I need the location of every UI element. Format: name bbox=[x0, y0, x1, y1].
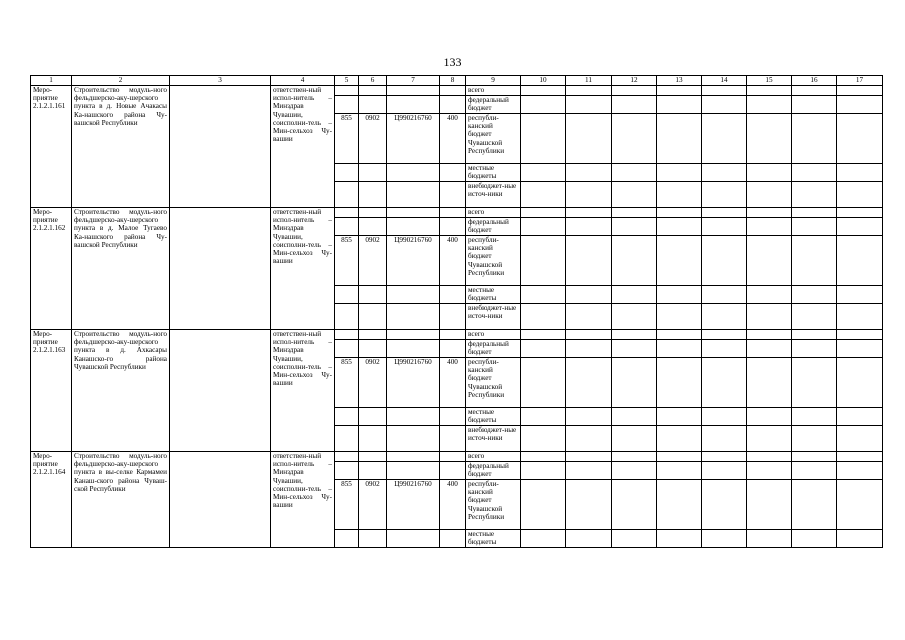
value-cell bbox=[566, 218, 612, 236]
value-cell bbox=[566, 462, 612, 480]
empty-cell bbox=[440, 218, 466, 236]
value-cell bbox=[657, 218, 702, 236]
empty-cell bbox=[440, 164, 466, 182]
empty-cell bbox=[359, 86, 387, 96]
value-cell bbox=[612, 96, 657, 114]
measure-name: Строительство модуль-ного фельдшерско-аку-шерского пункта в д. Малое Тугаево Ка-нашского района Чу-вашской Республики bbox=[72, 208, 170, 330]
empty-cell bbox=[387, 426, 440, 452]
value-cell bbox=[612, 164, 657, 182]
value-cell bbox=[566, 114, 612, 164]
empty-cell bbox=[335, 330, 359, 340]
value-cell bbox=[657, 286, 702, 304]
funding-source: федеральный бюджет bbox=[466, 96, 521, 114]
value-cell bbox=[747, 96, 792, 114]
value-cell bbox=[612, 340, 657, 358]
empty-cell bbox=[387, 452, 440, 462]
value-cell bbox=[657, 408, 702, 426]
vr-code: 400 bbox=[440, 114, 466, 164]
value-cell bbox=[521, 218, 566, 236]
empty-cell bbox=[335, 286, 359, 304]
rzpr-code: 0902 bbox=[359, 480, 387, 530]
funding-source: федеральный бюджет bbox=[466, 462, 521, 480]
value-cell bbox=[747, 530, 792, 548]
rzpr-code: 0902 bbox=[359, 236, 387, 286]
empty-cell bbox=[335, 462, 359, 480]
column-header: 10 bbox=[521, 76, 566, 86]
measure-name: Строительство модуль-ного фельдшерско-аку-шерского пункта в вы-селке Кармамеи Канаш-ского района Чуваш-ской Республики bbox=[72, 452, 170, 548]
value-cell bbox=[521, 96, 566, 114]
value-cell bbox=[521, 358, 566, 408]
value-cell bbox=[792, 114, 837, 164]
funding-source: федеральный бюджет bbox=[466, 340, 521, 358]
empty-cell bbox=[359, 304, 387, 330]
empty-cell bbox=[335, 86, 359, 96]
grbs-code: 855 bbox=[335, 236, 359, 286]
value-cell bbox=[747, 340, 792, 358]
value-cell bbox=[837, 218, 883, 236]
value-cell bbox=[612, 286, 657, 304]
value-cell bbox=[792, 462, 837, 480]
value-cell bbox=[657, 114, 702, 164]
value-cell bbox=[657, 304, 702, 330]
funding-source: всего bbox=[466, 452, 521, 462]
value-cell bbox=[657, 340, 702, 358]
empty-cell bbox=[359, 340, 387, 358]
value-cell bbox=[837, 530, 883, 548]
value-cell bbox=[657, 530, 702, 548]
value-cell bbox=[702, 182, 747, 208]
table-body bbox=[31, 76, 883, 548]
column-header: 8 bbox=[440, 76, 466, 86]
value-cell bbox=[612, 236, 657, 286]
funding-source: республи-канский бюджет Чувашской Республики bbox=[466, 480, 521, 530]
csr-code: Ц990216760 bbox=[387, 236, 440, 286]
value-cell bbox=[702, 236, 747, 286]
value-cell bbox=[566, 164, 612, 182]
empty-cell bbox=[440, 408, 466, 426]
funding-source: всего bbox=[466, 330, 521, 340]
value-cell bbox=[702, 164, 747, 182]
funding-source: федеральный бюджет bbox=[466, 218, 521, 236]
column-header: 3 bbox=[170, 76, 271, 86]
empty-cell bbox=[359, 530, 387, 548]
value-cell bbox=[521, 236, 566, 286]
column-header: 1 bbox=[31, 76, 72, 86]
empty-cell bbox=[359, 96, 387, 114]
executor-cell: ответствен-ный испол-нитель – Минздрав Чувашии, соисполни-тель – Мин-сельхоз Чу-вашии bbox=[271, 208, 335, 330]
value-cell bbox=[747, 426, 792, 452]
value-cell bbox=[837, 462, 883, 480]
empty-cell bbox=[335, 96, 359, 114]
empty-cell bbox=[387, 182, 440, 208]
value-cell bbox=[792, 304, 837, 330]
empty-cell bbox=[335, 304, 359, 330]
value-cell bbox=[702, 330, 747, 340]
value-cell bbox=[837, 408, 883, 426]
value-cell bbox=[702, 358, 747, 408]
empty-cell bbox=[440, 208, 466, 218]
value-cell bbox=[792, 208, 837, 218]
value-cell bbox=[747, 218, 792, 236]
value-cell bbox=[612, 426, 657, 452]
value-cell bbox=[747, 208, 792, 218]
value-cell bbox=[566, 452, 612, 462]
empty-cell bbox=[335, 530, 359, 548]
value-cell bbox=[657, 164, 702, 182]
empty-cell bbox=[335, 340, 359, 358]
value-cell bbox=[837, 114, 883, 164]
value-cell bbox=[792, 408, 837, 426]
empty-cell bbox=[387, 218, 440, 236]
empty-cell bbox=[359, 330, 387, 340]
value-cell bbox=[702, 340, 747, 358]
empty-cell bbox=[335, 408, 359, 426]
value-cell bbox=[747, 358, 792, 408]
empty-cell bbox=[387, 86, 440, 96]
value-cell bbox=[837, 426, 883, 452]
value-cell bbox=[521, 426, 566, 452]
vr-code: 400 bbox=[440, 236, 466, 286]
value-cell bbox=[702, 114, 747, 164]
column-header: 11 bbox=[566, 76, 612, 86]
value-cell bbox=[612, 330, 657, 340]
funding-source: внебюджет-ные источ-ники bbox=[466, 182, 521, 208]
value-cell bbox=[566, 330, 612, 340]
empty-cell bbox=[170, 452, 271, 548]
table-row bbox=[31, 452, 883, 462]
empty-cell bbox=[387, 304, 440, 330]
value-cell bbox=[837, 340, 883, 358]
value-cell bbox=[566, 96, 612, 114]
empty-cell bbox=[387, 462, 440, 480]
value-cell bbox=[657, 208, 702, 218]
empty-cell bbox=[335, 208, 359, 218]
grbs-code: 855 bbox=[335, 480, 359, 530]
value-cell bbox=[657, 452, 702, 462]
measure-label: Меро-приятие 2.1.2.1.163 bbox=[31, 330, 72, 452]
value-cell bbox=[657, 86, 702, 96]
funding-source: местные бюджеты bbox=[466, 164, 521, 182]
value-cell bbox=[837, 208, 883, 218]
value-cell bbox=[837, 164, 883, 182]
column-header: 9 bbox=[466, 76, 521, 86]
value-cell bbox=[837, 236, 883, 286]
value-cell bbox=[612, 462, 657, 480]
value-cell bbox=[837, 358, 883, 408]
column-number-row bbox=[31, 76, 883, 86]
value-cell bbox=[747, 182, 792, 208]
funding-source: местные бюджеты bbox=[466, 408, 521, 426]
value-cell bbox=[747, 114, 792, 164]
column-header: 15 bbox=[747, 76, 792, 86]
value-cell bbox=[657, 96, 702, 114]
value-cell bbox=[612, 480, 657, 530]
rzpr-code: 0902 bbox=[359, 114, 387, 164]
value-cell bbox=[837, 286, 883, 304]
value-cell bbox=[612, 182, 657, 208]
empty-cell bbox=[440, 304, 466, 330]
value-cell bbox=[566, 480, 612, 530]
value-cell bbox=[837, 452, 883, 462]
empty-cell bbox=[335, 182, 359, 208]
empty-cell bbox=[387, 340, 440, 358]
value-cell bbox=[521, 114, 566, 164]
value-cell bbox=[837, 182, 883, 208]
value-cell bbox=[702, 96, 747, 114]
value-cell bbox=[837, 96, 883, 114]
value-cell bbox=[521, 330, 566, 340]
executor-cell: ответствен-ный испол-нитель – Минздрав Чувашии, соисполни-тель – Мин-сельхоз Чу-вашии bbox=[271, 330, 335, 452]
value-cell bbox=[792, 426, 837, 452]
column-header: 16 bbox=[792, 76, 837, 86]
empty-cell bbox=[387, 96, 440, 114]
value-cell bbox=[521, 462, 566, 480]
value-cell bbox=[612, 208, 657, 218]
funding-source: всего bbox=[466, 86, 521, 96]
value-cell bbox=[521, 286, 566, 304]
empty-cell bbox=[440, 96, 466, 114]
value-cell bbox=[566, 208, 612, 218]
empty-cell bbox=[335, 218, 359, 236]
csr-code: Ц990216760 bbox=[387, 114, 440, 164]
empty-cell bbox=[387, 530, 440, 548]
value-cell bbox=[566, 358, 612, 408]
empty-cell bbox=[440, 286, 466, 304]
empty-cell bbox=[387, 408, 440, 426]
value-cell bbox=[747, 304, 792, 330]
column-header: 4 bbox=[271, 76, 335, 86]
value-cell bbox=[657, 358, 702, 408]
vr-code: 400 bbox=[440, 480, 466, 530]
value-cell bbox=[566, 340, 612, 358]
empty-cell bbox=[359, 452, 387, 462]
empty-cell bbox=[387, 286, 440, 304]
value-cell bbox=[612, 358, 657, 408]
value-cell bbox=[792, 164, 837, 182]
funding-source: местные бюджеты bbox=[466, 530, 521, 548]
value-cell bbox=[792, 480, 837, 530]
value-cell bbox=[747, 286, 792, 304]
column-header: 13 bbox=[657, 76, 702, 86]
value-cell bbox=[566, 530, 612, 548]
column-header: 6 bbox=[359, 76, 387, 86]
funding-source: местные бюджеты bbox=[466, 286, 521, 304]
column-header: 12 bbox=[612, 76, 657, 86]
empty-cell bbox=[335, 164, 359, 182]
empty-cell bbox=[359, 182, 387, 208]
table-row bbox=[31, 330, 883, 340]
measure-label: Меро-приятие 2.1.2.1.164 bbox=[31, 452, 72, 548]
value-cell bbox=[792, 530, 837, 548]
empty-cell bbox=[359, 426, 387, 452]
column-header: 7 bbox=[387, 76, 440, 86]
column-header: 5 bbox=[335, 76, 359, 86]
column-header: 2 bbox=[72, 76, 170, 86]
value-cell bbox=[566, 182, 612, 208]
value-cell bbox=[837, 330, 883, 340]
value-cell bbox=[566, 86, 612, 96]
measure-label: Меро-приятие 2.1.2.1.162 bbox=[31, 208, 72, 330]
value-cell bbox=[657, 462, 702, 480]
value-cell bbox=[747, 236, 792, 286]
csr-code: Ц990216760 bbox=[387, 358, 440, 408]
value-cell bbox=[566, 426, 612, 452]
value-cell bbox=[792, 340, 837, 358]
value-cell bbox=[657, 182, 702, 208]
measure-label: Меро-приятие 2.1.2.1.161 bbox=[31, 86, 72, 208]
empty-cell bbox=[387, 164, 440, 182]
value-cell bbox=[657, 236, 702, 286]
value-cell bbox=[747, 480, 792, 530]
value-cell bbox=[521, 480, 566, 530]
column-header: 14 bbox=[702, 76, 747, 86]
measure-name: Строительство модуль-ного фельдшерско-аку-шерского пункта в д. Ахкасары Канашско-го района Чувашской Республики bbox=[72, 330, 170, 452]
value-cell bbox=[612, 530, 657, 548]
funding-source: всего bbox=[466, 208, 521, 218]
empty-cell bbox=[335, 426, 359, 452]
executor-cell: ответствен-ный испол-нитель – Минздрав Чувашии, соисполни-тель – Мин-сельхоз Чу-вашии bbox=[271, 86, 335, 208]
value-cell bbox=[792, 218, 837, 236]
value-cell bbox=[521, 182, 566, 208]
funding-source: республи-канский бюджет Чувашской Республики bbox=[466, 358, 521, 408]
value-cell bbox=[702, 218, 747, 236]
value-cell bbox=[792, 96, 837, 114]
value-cell bbox=[612, 114, 657, 164]
value-cell bbox=[566, 236, 612, 286]
value-cell bbox=[702, 86, 747, 96]
funding-source: внебюджет-ные источ-ники bbox=[466, 426, 521, 452]
empty-cell bbox=[170, 208, 271, 330]
funding-source: республи-канский бюджет Чувашской Республики bbox=[466, 114, 521, 164]
vr-code: 400 bbox=[440, 358, 466, 408]
value-cell bbox=[747, 86, 792, 96]
value-cell bbox=[792, 330, 837, 340]
value-cell bbox=[521, 208, 566, 218]
empty-cell bbox=[359, 208, 387, 218]
measure-name: Строительство модуль-ного фельдшерско-аку-шерского пункта в д. Новые Ачакасы Ка-нашского района Чу-вашской Республики bbox=[72, 86, 170, 208]
funding-source: внебюджет-ные источ-ники bbox=[466, 304, 521, 330]
value-cell bbox=[521, 86, 566, 96]
value-cell bbox=[702, 480, 747, 530]
value-cell bbox=[702, 530, 747, 548]
funding-source: республи-канский бюджет Чувашской Республики bbox=[466, 236, 521, 286]
value-cell bbox=[612, 218, 657, 236]
value-cell bbox=[521, 530, 566, 548]
empty-cell bbox=[335, 452, 359, 462]
value-cell bbox=[747, 462, 792, 480]
empty-cell bbox=[440, 330, 466, 340]
value-cell bbox=[747, 330, 792, 340]
rzpr-code: 0902 bbox=[359, 358, 387, 408]
value-cell bbox=[612, 452, 657, 462]
value-cell bbox=[702, 208, 747, 218]
value-cell bbox=[792, 286, 837, 304]
value-cell bbox=[702, 408, 747, 426]
value-cell bbox=[792, 86, 837, 96]
empty-cell bbox=[170, 330, 271, 452]
value-cell bbox=[747, 408, 792, 426]
empty-cell bbox=[359, 286, 387, 304]
value-cell bbox=[521, 452, 566, 462]
empty-cell bbox=[440, 86, 466, 96]
csr-code: Ц990216760 bbox=[387, 480, 440, 530]
value-cell bbox=[566, 286, 612, 304]
value-cell bbox=[521, 340, 566, 358]
value-cell bbox=[702, 452, 747, 462]
column-header: 17 bbox=[837, 76, 883, 86]
value-cell bbox=[702, 462, 747, 480]
value-cell bbox=[521, 164, 566, 182]
value-cell bbox=[702, 286, 747, 304]
empty-cell bbox=[440, 462, 466, 480]
value-cell bbox=[792, 236, 837, 286]
executor-cell: ответствен-ный испол-нитель – Минздрав Чувашии, соисполни-тель – Мин-сельхоз Чу-вашии bbox=[271, 452, 335, 548]
value-cell bbox=[702, 304, 747, 330]
table-row bbox=[31, 86, 883, 96]
value-cell bbox=[657, 480, 702, 530]
value-cell bbox=[747, 452, 792, 462]
empty-cell bbox=[170, 86, 271, 208]
value-cell bbox=[792, 182, 837, 208]
page-number: 133 bbox=[443, 55, 462, 69]
empty-cell bbox=[440, 452, 466, 462]
empty-cell bbox=[359, 408, 387, 426]
value-cell bbox=[612, 408, 657, 426]
value-cell bbox=[837, 304, 883, 330]
empty-cell bbox=[359, 164, 387, 182]
value-cell bbox=[566, 304, 612, 330]
value-cell bbox=[747, 164, 792, 182]
value-cell bbox=[521, 408, 566, 426]
empty-cell bbox=[359, 462, 387, 480]
value-cell bbox=[837, 480, 883, 530]
empty-cell bbox=[359, 218, 387, 236]
empty-cell bbox=[440, 182, 466, 208]
empty-cell bbox=[440, 340, 466, 358]
value-cell bbox=[566, 408, 612, 426]
value-cell bbox=[657, 330, 702, 340]
value-cell bbox=[612, 86, 657, 96]
table-row bbox=[31, 208, 883, 218]
empty-cell bbox=[440, 530, 466, 548]
empty-cell bbox=[387, 330, 440, 340]
value-cell bbox=[612, 304, 657, 330]
value-cell bbox=[702, 426, 747, 452]
empty-cell bbox=[440, 426, 466, 452]
grbs-code: 855 bbox=[335, 358, 359, 408]
value-cell bbox=[521, 304, 566, 330]
empty-cell bbox=[387, 208, 440, 218]
value-cell bbox=[837, 86, 883, 96]
value-cell bbox=[657, 426, 702, 452]
value-cell bbox=[792, 452, 837, 462]
grbs-code: 855 bbox=[335, 114, 359, 164]
budget-table bbox=[30, 75, 883, 548]
value-cell bbox=[792, 358, 837, 408]
